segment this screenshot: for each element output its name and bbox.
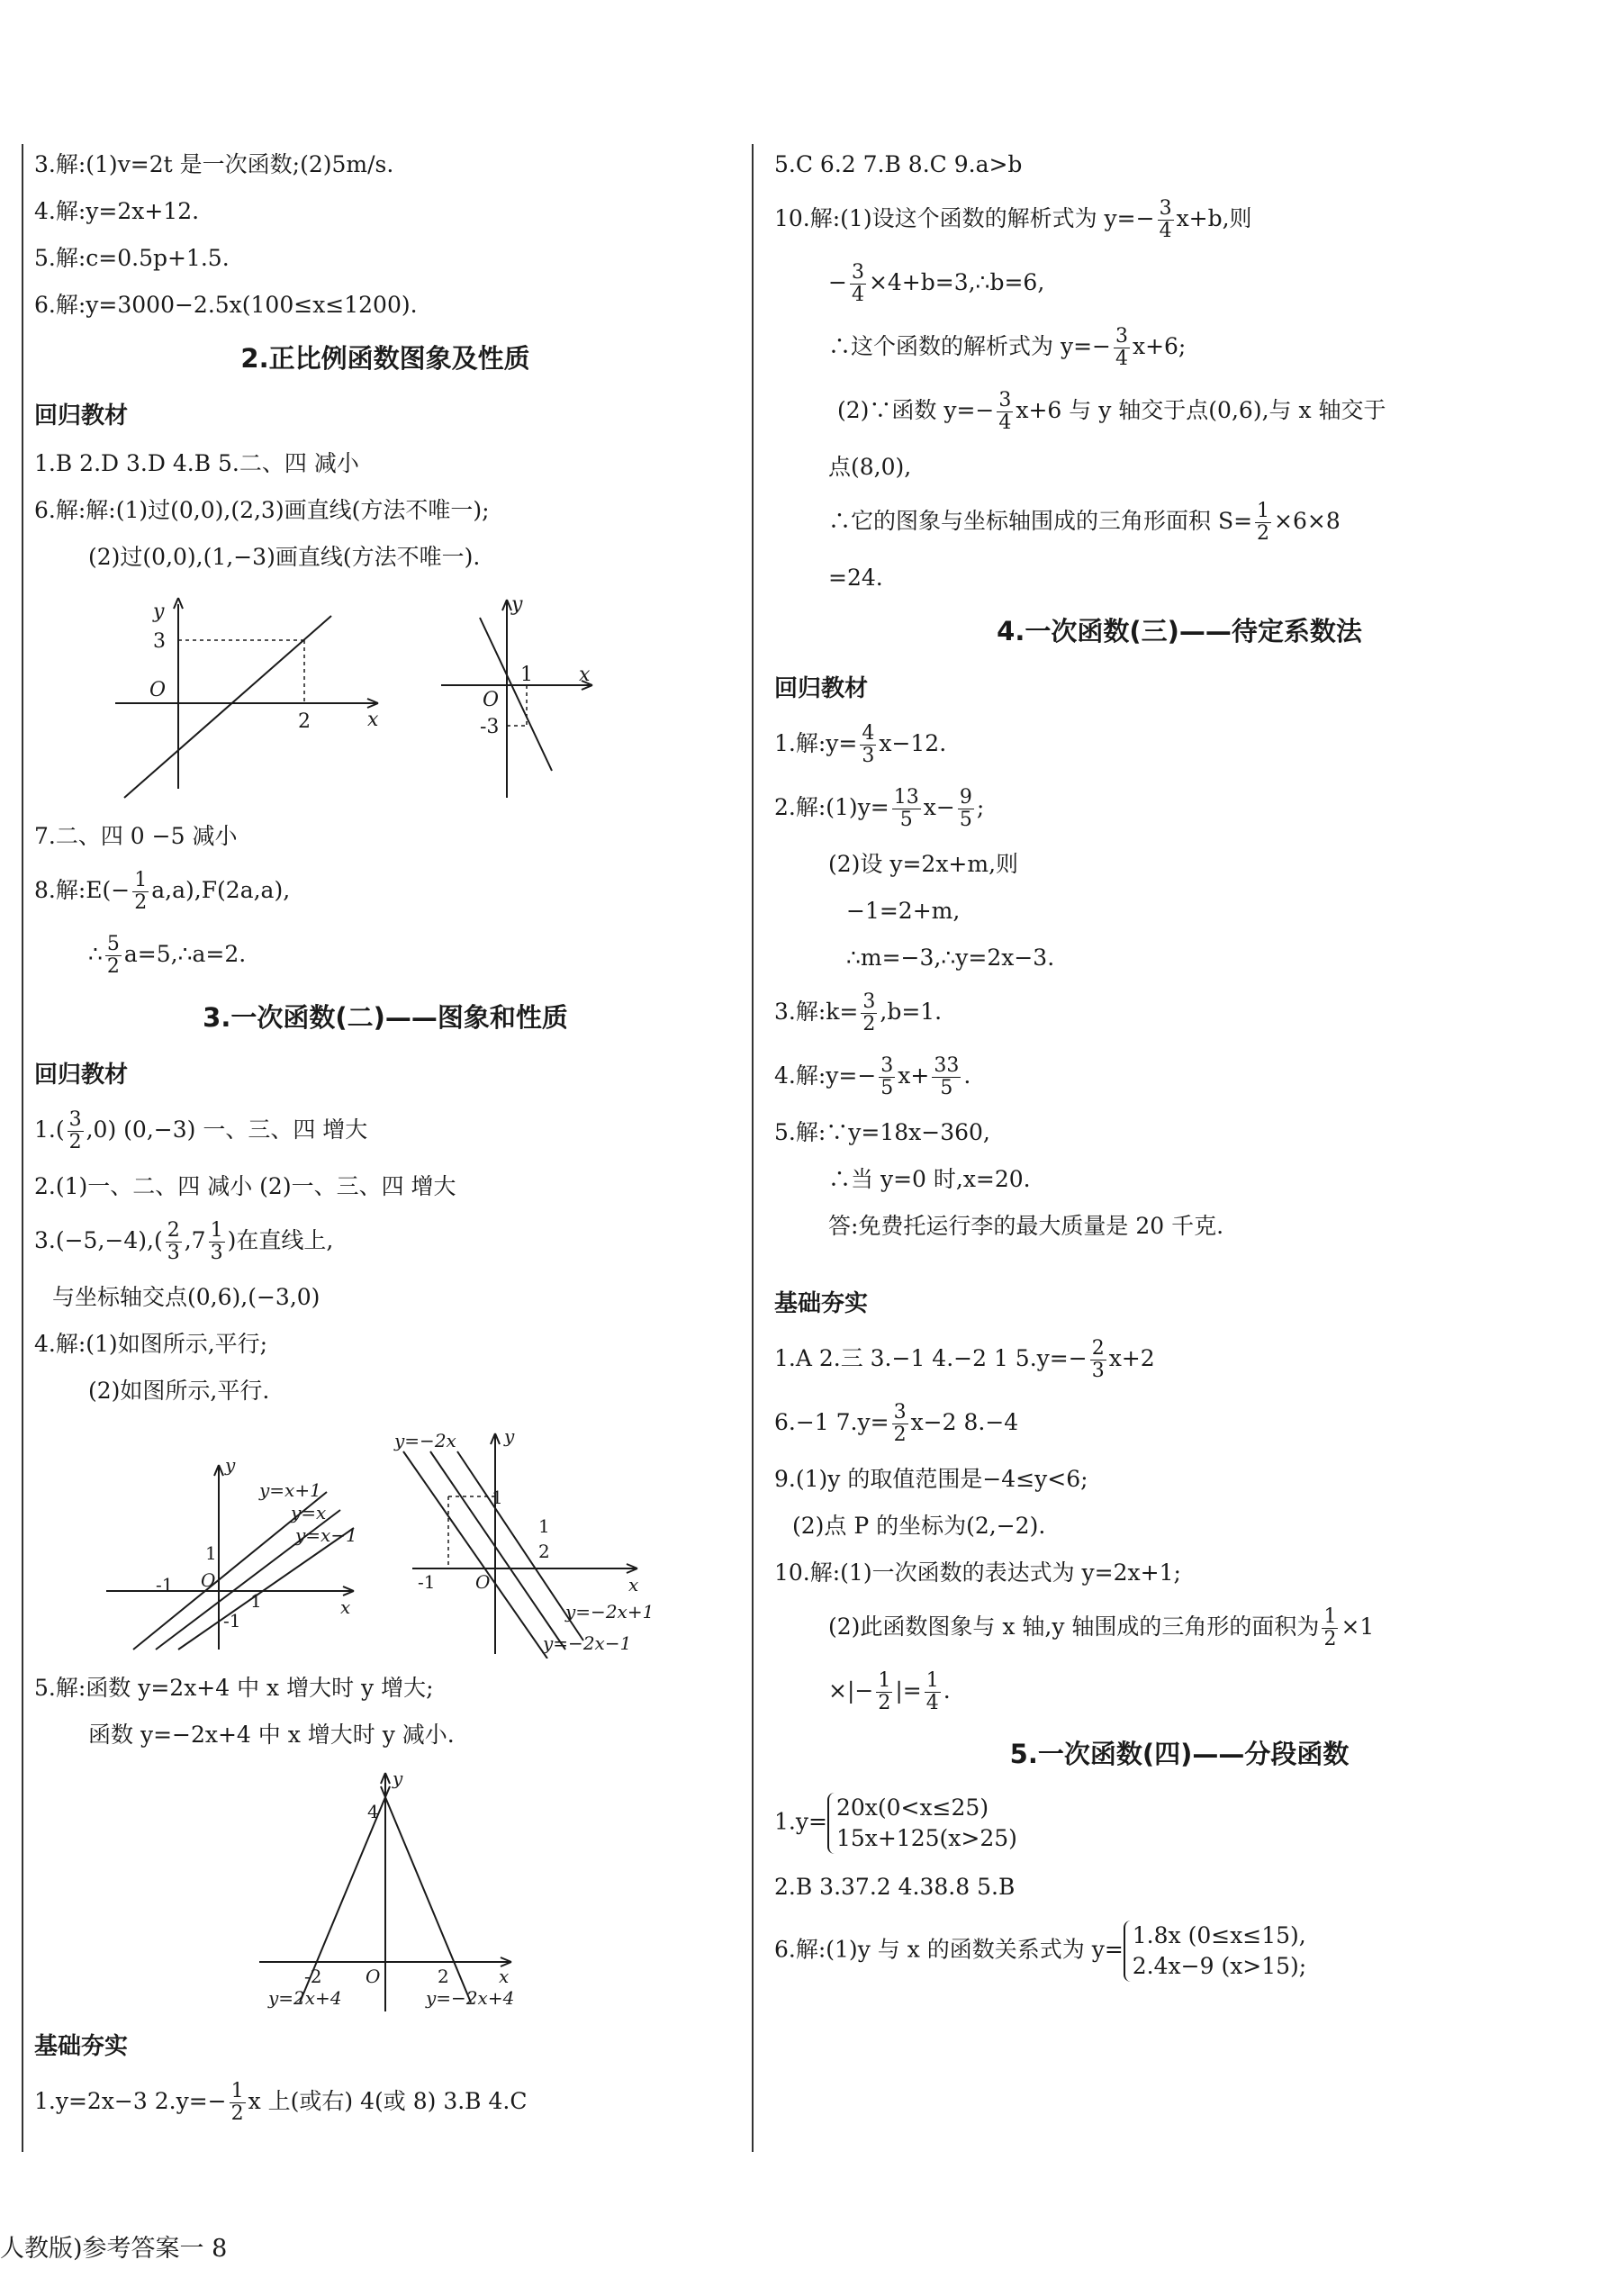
answer-line: 5.解:函数 y=2x+4 中 x 增大时 y 增大; xyxy=(34,1675,434,1701)
answer-line: 6.−1 7.y= $\frac{3}{2}$ x−2 8.−4 xyxy=(774,1401,1019,1446)
answer-line: 4.解:y=− $\frac{3}{5}$ x+ $\frac{33}{5}$ . xyxy=(774,1054,971,1099)
answer-line: 3.解:k= $\frac{3}{2}$ ,b=1. xyxy=(774,990,943,1035)
tick-label: -2 xyxy=(304,1966,322,1987)
fraction: $\frac{3}{4}$ xyxy=(998,389,1012,434)
answer-line: ∴它的图象与坐标轴围成的三角形面积 S= $\frac{1}{2}$ ×6×8 xyxy=(828,500,1341,545)
tick-label: 1 xyxy=(492,1487,503,1508)
section-title: 3.一次函数(二)——图象和性质 xyxy=(203,1002,568,1033)
subsection-title: 回归教材 xyxy=(34,1062,129,1089)
subsection-title: 回归教材 xyxy=(774,675,869,702)
answer-line: 10.解:(1)一次函数的表达式为 y=2x+1; xyxy=(774,1559,1181,1586)
axis-label-y: y xyxy=(504,1425,515,1447)
right-column xyxy=(774,151,1584,2002)
line-label: y=x xyxy=(291,1502,327,1523)
origin-label: O xyxy=(366,1966,381,1987)
answer-line: (2)过(0,0),(1,−3)画直线(方法不唯一). xyxy=(88,544,481,570)
line-label: y=−2x+1 xyxy=(565,1601,655,1623)
tick-label: 2 xyxy=(438,1966,449,1987)
axis-label-x: x xyxy=(628,1574,639,1595)
tick-label: 3 xyxy=(153,630,166,653)
fraction: $\frac{1}{3}$ xyxy=(210,1219,223,1264)
answer-line: 6.解:(1)y 与 x 的函数关系式为 y= 1.8x (0≤x≤15), 2.4x−9 (x>15); xyxy=(774,1921,1584,1982)
fraction: $\frac{5}{2}$ xyxy=(106,933,120,978)
tick-label: 4 xyxy=(367,1801,379,1822)
subsection-title: 基础夯实 xyxy=(774,1290,869,1317)
fraction: $\frac{9}{5}$ xyxy=(959,786,972,831)
column-divider xyxy=(752,144,754,2152)
answer-line: 9.(1)y 的取值范围是−4≤y<6; xyxy=(774,1466,1088,1492)
tick-label: 1 xyxy=(205,1542,217,1564)
fraction: $\frac{3}{2}$ xyxy=(893,1401,907,1446)
answer-line: 4.解:y=2x+12. xyxy=(34,198,200,224)
answer-line: 2.(1)一、二、四 减小 (2)一、三、四 增大 xyxy=(34,1173,456,1199)
line-label: y=2x+4 xyxy=(268,1987,342,2009)
tick-label: -1 xyxy=(223,1610,241,1632)
answer-line: 3.解:(1)v=2t 是一次函数;(2)5m/s. xyxy=(34,151,394,177)
fraction: $\frac{1}{4}$ xyxy=(925,1669,939,1714)
fraction: $\frac{3}{2}$ xyxy=(862,990,876,1035)
section-title: 2.正比例函数图象及性质 xyxy=(240,343,530,374)
fraction: $\frac{3}{4}$ xyxy=(1115,325,1128,370)
line-label: y=x+1 xyxy=(259,1479,321,1501)
line-label: y=−2x+4 xyxy=(426,1987,515,2009)
fraction: $\frac{3}{4}$ xyxy=(1159,197,1172,242)
answer-line: 5.C 6.2 7.B 8.C 9.a>b xyxy=(774,151,1023,177)
answer-line: 点(8,0), xyxy=(828,454,912,480)
left-border xyxy=(22,144,23,2152)
answer-line: (2)如图所示,平行. xyxy=(88,1378,270,1404)
answer-line: 6.解:解:(1)过(0,0),(2,3)画直线(方法不唯一); xyxy=(34,497,490,523)
left-column xyxy=(34,151,736,2145)
tick-label: 1 xyxy=(520,664,533,686)
answer-line: 6.解:y=3000−2.5x(100≤x≤1200). xyxy=(34,292,418,318)
graphs-parallel-lines xyxy=(34,1424,736,1659)
graph-intersecting-lines xyxy=(34,1768,736,2011)
answer-line: − $\frac{3}{4}$ ×4+b=3,∴b=6, xyxy=(828,261,1045,306)
subsection-title: 基础夯实 xyxy=(34,2033,129,2060)
axis-label-x: x xyxy=(340,1596,351,1618)
line-label: y=−2x xyxy=(394,1430,456,1451)
answer-line: 2.B 3.37.2 4.38.8 5.B xyxy=(774,1874,1016,1900)
answer-line: 5.解:c=0.5p+1.5. xyxy=(34,245,230,271)
answer-line: 5.解:∵y=18x−360, xyxy=(774,1119,990,1145)
answer-line: 与坐标轴交点(0,6),(−3,0) xyxy=(52,1284,320,1310)
graph-pair-2 xyxy=(34,1424,700,1659)
answer-line: ∴这个函数的解析式为 y=− $\frac{3}{4}$ x+6; xyxy=(828,325,1187,370)
fraction: $\frac{1}{2}$ xyxy=(1257,500,1270,545)
axis-label-x: x xyxy=(579,664,591,686)
fraction: $\frac{1}{2}$ xyxy=(230,2080,244,2125)
line-label: y=x−1 xyxy=(295,1524,357,1546)
section-title: 4.一次函数(三)——待定系数法 xyxy=(997,616,1362,646)
answer-line: 1.解:y= $\frac{4}{3}$ x−12. xyxy=(774,722,947,767)
subsection-title: 回归教材 xyxy=(34,402,129,429)
fraction: $\frac{33}{5}$ xyxy=(934,1054,960,1099)
answer-line: (2)此函数图象与 x 轴,y 轴围成的三角形的面积为 $\frac{1}{2}$ ×1 xyxy=(828,1605,1375,1650)
fraction: $\frac{1}{2}$ xyxy=(878,1669,891,1714)
section-title: 5.一次函数(四)——分段函数 xyxy=(1009,1739,1350,1769)
answer-line: 函数 y=−2x+4 中 x 增大时 y 减小. xyxy=(88,1722,455,1748)
answer-line: 2.解:(1)y= $\frac{13}{5}$ x− $\frac{9}{5}$ ; xyxy=(774,786,985,831)
answer-line: (2)点 P 的坐标为(2,−2). xyxy=(792,1513,1046,1539)
fraction: $\frac{2}{3}$ xyxy=(167,1219,180,1264)
graph-3 xyxy=(34,1768,574,2011)
fraction: $\frac{2}{3}$ xyxy=(1091,1337,1105,1382)
answer-line: (2)∵函数 y=− $\frac{3}{4}$ x+6 与 y 轴交于点(0,6),与 x 轴交于 xyxy=(837,389,1386,434)
answer-line: 10.解:(1)设这个函数的解析式为 y=− $\frac{3}{4}$ x+b,则 xyxy=(774,197,1252,242)
answer-line: 答:免费托运行李的最大质量是 20 千克. xyxy=(828,1213,1224,1239)
origin-label: O xyxy=(483,689,500,711)
graphs-direct-proportion xyxy=(34,591,736,807)
graph-pair-1 xyxy=(34,591,646,807)
answer-line: 1.( $\frac{3}{2}$ ,0) (0,−3) 一、三、四 增大 xyxy=(34,1108,368,1153)
answer-line: 1.y= 20x(0<x≤25) 15x+125(x>25) xyxy=(774,1793,1584,1854)
fraction: $\frac{3}{5}$ xyxy=(880,1054,894,1099)
tick-label: 1 xyxy=(250,1590,262,1612)
answer-line: 1.B 2.D 3.D 4.B 5.二、四 减小 xyxy=(34,450,359,476)
answer-line: ∴当 y=0 时,x=20. xyxy=(828,1166,1031,1192)
axis-label-y: y xyxy=(153,601,165,623)
answer-line: ∴m=−3,∴y=2x−3. xyxy=(846,945,1055,971)
answer-line: −1=2+m, xyxy=(846,898,961,924)
tick-label: -3 xyxy=(480,716,500,738)
axis-label-x: x xyxy=(499,1966,510,1987)
tick-label: -1 xyxy=(418,1571,436,1593)
piecewise-brace: 1.8x (0≤x≤15), 2.4x−9 (x>15); xyxy=(1124,1921,1306,1982)
tick-label: 2 xyxy=(538,1541,550,1562)
fraction: $\frac{1}{2}$ xyxy=(1323,1605,1337,1650)
answer-line: 1.y=2x−3 2.y=− $\frac{1}{2}$ x 上(或右) 4(或 8) 3.B 4.C xyxy=(34,2080,528,2125)
fraction: $\frac{3}{2}$ xyxy=(68,1108,82,1153)
answer-line: 1.A 2.三 3.−1 4.−2 1 5.y=− $\frac{2}{3}$ x+2 xyxy=(774,1337,1155,1382)
answer-line: =24. xyxy=(828,565,883,591)
piecewise-brace: 20x(0<x≤25) 15x+125(x>25) xyxy=(827,1793,1017,1854)
origin-label: O xyxy=(149,679,167,701)
axis-label-x: x xyxy=(367,709,379,731)
tick-label: 2 xyxy=(298,710,311,733)
tick-label: -1 xyxy=(156,1574,174,1595)
answer-line: 4.解:(1)如图所示,平行; xyxy=(34,1331,268,1357)
line-label: y=−2x−1 xyxy=(543,1632,632,1654)
axis-label-y: y xyxy=(393,1768,403,1789)
origin-label: O xyxy=(201,1569,216,1591)
fraction: $\frac{1}{2}$ xyxy=(134,869,148,914)
answer-line: 3.(−5,−4),( $\frac{2}{3}$ ,7 $\frac{1}{3}$ )在直线上, xyxy=(34,1219,334,1264)
answer-line: ∴ $\frac{5}{2}$ a=5,∴a=2. xyxy=(88,933,247,978)
page-footer: 人教版)参考答案一 8 xyxy=(0,2235,228,2263)
fraction: $\frac{4}{3}$ xyxy=(862,722,875,767)
answer-line: 8.解:E(− $\frac{1}{2}$ a,a),F(2a,a), xyxy=(34,869,291,914)
axis-label-y: y xyxy=(511,593,523,616)
origin-label: O xyxy=(475,1571,491,1593)
axis-label-y: y xyxy=(225,1454,236,1476)
answer-line: ×|− $\frac{1}{2}$ |= $\frac{1}{4}$ . xyxy=(828,1669,951,1714)
answer-line: (2)设 y=2x+m,则 xyxy=(828,851,1019,877)
answer-line: 7.二、四 0 −5 减小 xyxy=(34,823,238,849)
fraction: $\frac{13}{5}$ xyxy=(893,786,919,831)
fraction: $\frac{3}{4}$ xyxy=(851,261,864,306)
tick-label: 1 xyxy=(538,1515,550,1537)
